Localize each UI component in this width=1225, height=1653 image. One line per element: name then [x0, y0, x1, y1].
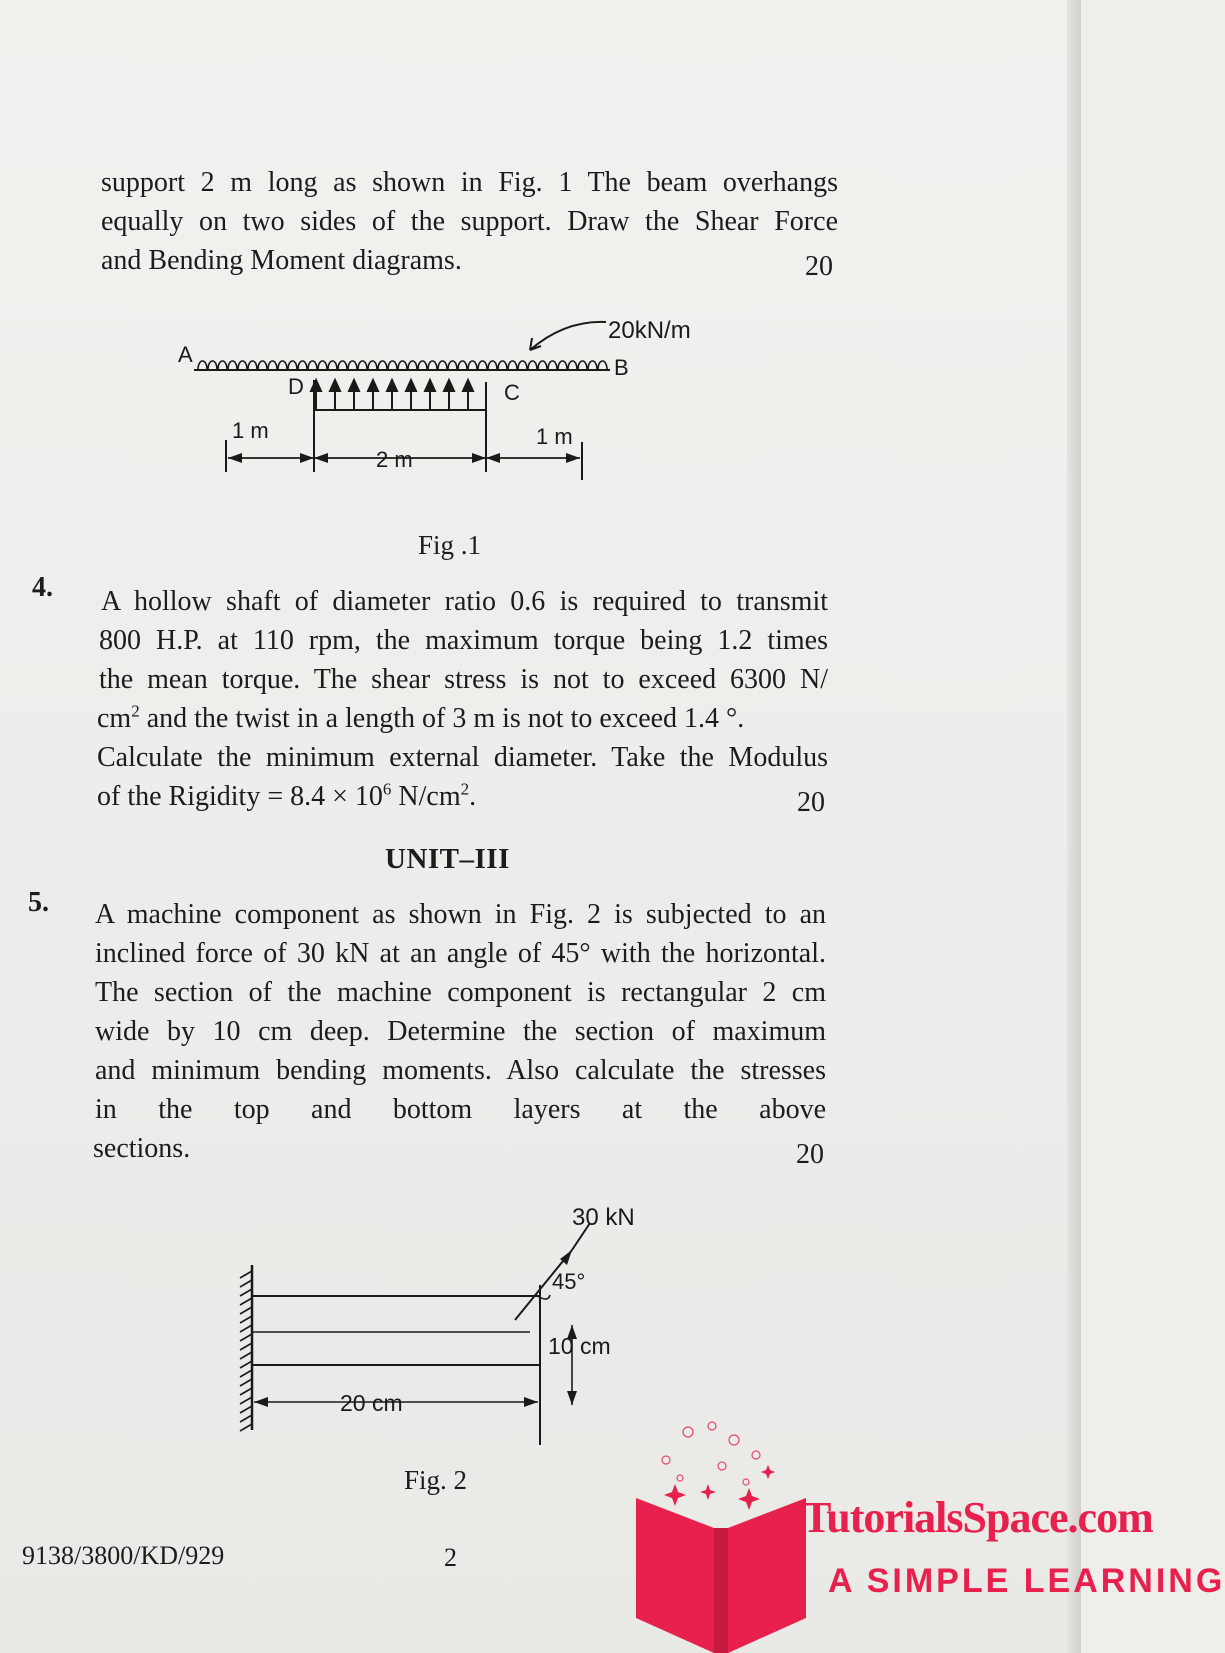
- wall-hatch-line: [240, 1316, 252, 1323]
- wall-hatch-line: [240, 1370, 252, 1377]
- q5-line-3: The section of the machine component is rectangular 2 cm: [95, 977, 826, 1008]
- fig2-angle-arc: [536, 1295, 550, 1299]
- fig1-point-d: D: [288, 374, 304, 399]
- udl-loop-path: [198, 361, 607, 370]
- book-right-page: [728, 1498, 806, 1653]
- reaction-arrow-head: [463, 380, 473, 391]
- intro-marks: 20: [805, 251, 833, 282]
- fig1-load-pointer: [530, 322, 606, 350]
- q5-line-5: and minimum bending moments. Also calculate the stresses: [95, 1055, 826, 1086]
- wall-hatch-line: [240, 1397, 252, 1404]
- reaction-arrow-head: [444, 380, 454, 391]
- reaction-arrow-head: [425, 380, 435, 391]
- q4-line-6: [97, 777, 476, 816]
- fig1-udl-loops: [198, 361, 607, 370]
- reaction-arrow-head: [330, 380, 340, 391]
- wall-hatch-line: [240, 1388, 252, 1395]
- wall-hatch-line: [240, 1325, 252, 1332]
- q4-line-5: Calculate the minimum external diameter. Take the Modulus: [97, 742, 828, 773]
- reaction-arrow-head: [349, 380, 359, 391]
- fig2-force-label: 30 kN: [572, 1204, 635, 1231]
- q4-line-6-a: of the Rigidity = 8.4 × 10: [97, 781, 383, 812]
- q5-line-2: inclined force of 30 kN at an angle of 45° with the horizontal.: [95, 938, 826, 969]
- wall-hatch-line: [240, 1334, 252, 1341]
- book-stars: [664, 1465, 775, 1510]
- wall-hatch-line: [240, 1415, 252, 1422]
- q4-number: 4.: [32, 572, 53, 603]
- wall-hatch-line: [240, 1424, 252, 1431]
- figure-2-cantilever-diagram: [230, 1195, 670, 1435]
- book-left-page: [636, 1498, 714, 1653]
- q4-line-2: 800 H.P. at 110 rpm, the maximum torque being 1.2 times: [99, 625, 828, 656]
- q4-line-4-rest: and the twist in a length of 3 m is not to exceed 1.4 °.: [139, 703, 745, 734]
- q4-line-4: [97, 699, 828, 738]
- fig2-depth-label: 10 cm: [548, 1333, 611, 1359]
- wall-hatch-line: [240, 1379, 252, 1386]
- fig1-dim-right: 1 m: [536, 424, 573, 449]
- q4-line-6-c: .: [469, 781, 477, 812]
- fig1-caption: Fig .1: [418, 530, 482, 560]
- figure-1-beam-diagram: [170, 300, 730, 500]
- q5-line-1: A machine component as shown in Fig. 2 is subjected to an: [95, 899, 826, 930]
- q5-marks: 20: [796, 1139, 824, 1170]
- reaction-arrow-head: [368, 380, 378, 391]
- wall-hatch-line: [240, 1361, 252, 1368]
- intro-line-1: support 2 m long as shown in Fig. 1 The beam overhangs: [101, 167, 838, 198]
- fig1-point-a: A: [178, 342, 193, 367]
- fig2-wall-hatching: [240, 1271, 252, 1431]
- q4-line-4-unit: cm: [97, 703, 132, 734]
- fig2-angle-label: 45°: [552, 1269, 586, 1294]
- watermark-tagline: A SIMPLE LEARNING: [828, 1562, 1225, 1600]
- fig1-dim-left: 1 m: [232, 418, 269, 443]
- unit-heading: UNIT–III: [385, 843, 510, 875]
- fig2-caption: Fig. 2: [404, 1465, 468, 1495]
- q4-line-1: A hollow shaft of diameter ratio 0.6 is required to transmit: [101, 586, 828, 617]
- q5-number: 5.: [28, 887, 49, 918]
- wall-hatch-line: [240, 1271, 252, 1278]
- reaction-arrow-head: [311, 380, 321, 391]
- wall-hatch-line: [240, 1298, 252, 1305]
- q4-line-6-b: N/cm: [391, 781, 461, 812]
- q4-line-3: the mean torque. The shear stress is not to exceed 6300 N/: [99, 664, 828, 695]
- wall-hatch-line: [240, 1289, 252, 1296]
- reaction-arrow-head: [387, 380, 397, 391]
- fig1-point-b: B: [614, 355, 629, 380]
- book-sparkles: [662, 1422, 760, 1485]
- q5-line-4: wide by 10 cm deep. Determine the section of maximum: [95, 1016, 826, 1047]
- page-edge: [1067, 0, 1081, 1653]
- book-spine: [714, 1528, 728, 1653]
- wall-hatch-line: [240, 1352, 252, 1359]
- q4-marks: 20: [797, 787, 825, 818]
- fig1-point-c: C: [504, 380, 520, 405]
- q5-line-6: in the top and bottom layers at the above: [95, 1094, 826, 1125]
- reaction-arrow-head: [406, 380, 416, 391]
- wall-hatch-line: [240, 1406, 252, 1413]
- fig1-dim-mid: 2 m: [376, 447, 413, 472]
- fig1-support-reactions: [311, 380, 473, 410]
- fig2-length-label: 20 cm: [340, 1390, 403, 1416]
- wall-hatch-line: [240, 1307, 252, 1314]
- wall-hatch-line: [240, 1343, 252, 1350]
- footer-page-number: 2: [444, 1543, 457, 1572]
- q5-line-7: sections.: [93, 1133, 191, 1164]
- q4-line-4-sup: 2: [131, 701, 140, 721]
- q4-line-6-sup2: 2: [460, 779, 470, 799]
- intro-line-3: and Bending Moment diagrams.: [101, 245, 462, 276]
- intro-line-2: equally on two sides of the support. Draw the Shear Force: [101, 206, 838, 237]
- watermark-book-logo: [636, 1400, 806, 1653]
- footer-paper-code: 9138/3800/KD/929: [22, 1541, 225, 1570]
- wall-hatch-line: [240, 1280, 252, 1287]
- watermark-brand: TutorialsSpace.com: [802, 1493, 1153, 1542]
- q4-line-6-sup: 6: [382, 779, 392, 799]
- fig1-load-label: 20kN/m: [608, 317, 691, 344]
